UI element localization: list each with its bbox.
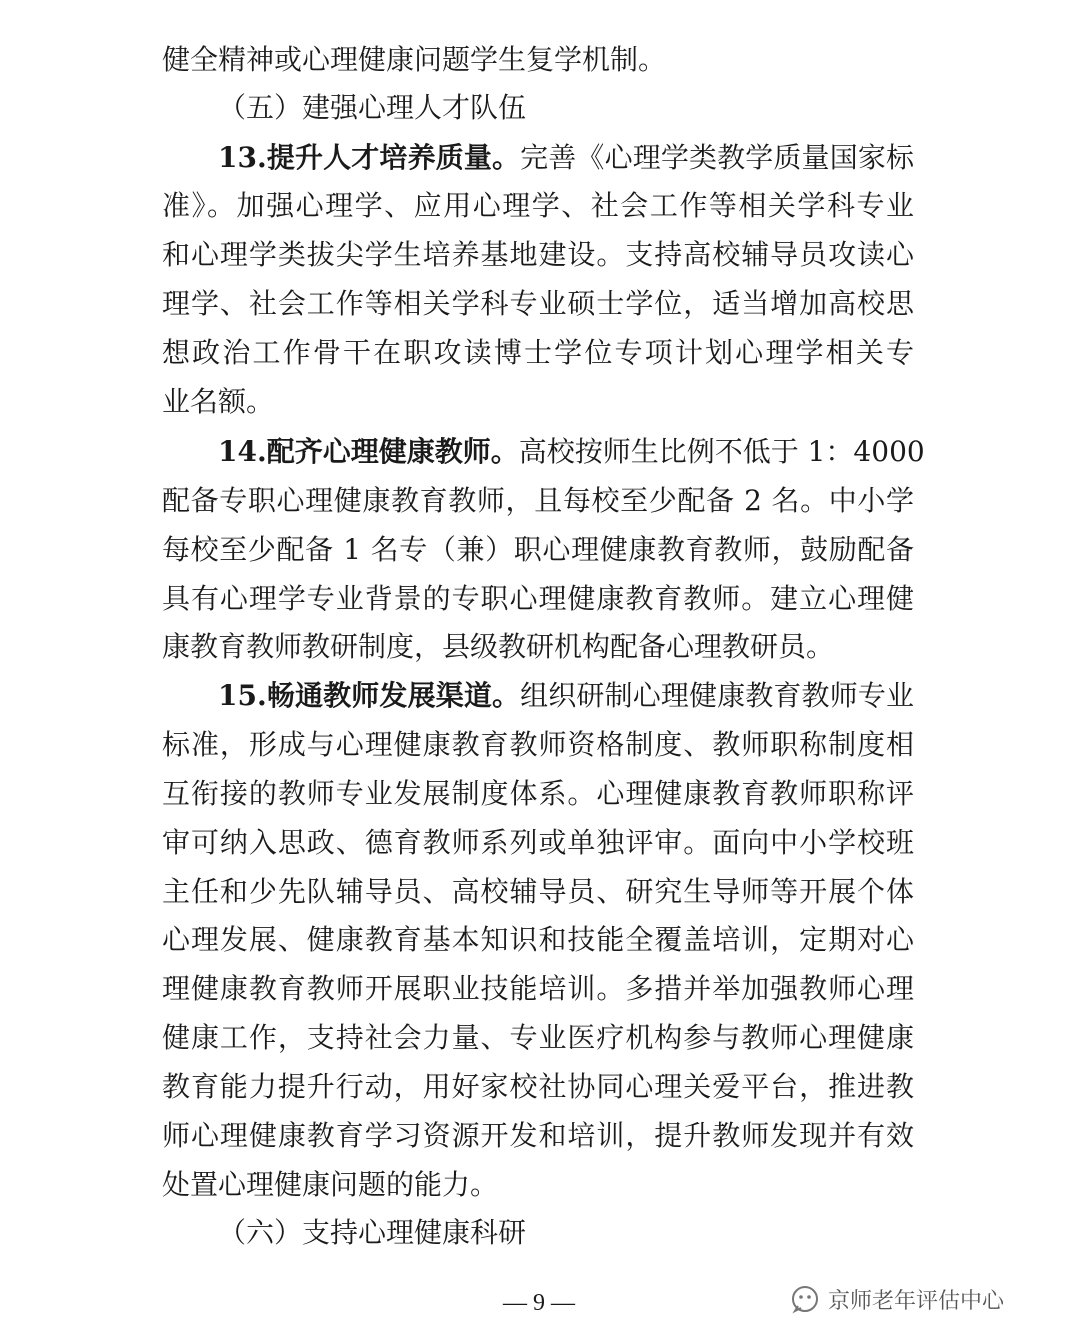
- wechat-official-account-icon: [790, 1284, 820, 1314]
- paragraph-line: [162, 579, 914, 619]
- watermark-text: 京师老年评估中心: [828, 1288, 1005, 1314]
- paragraph-line: [162, 920, 914, 960]
- paragraph-text: 互衔接的教师专业发展制度体系。心理健康教育教师职称评: [162, 777, 914, 810]
- paragraph-line: [162, 382, 914, 422]
- paragraph-text: 标准，形成与心理健康教育教师资格制度、教师职称制度相: [162, 728, 914, 761]
- watermark: [790, 1282, 1004, 1316]
- paragraph-text: 具有心理学专业背景的专职心理健康教育教师。建立心理健: [162, 582, 914, 615]
- paragraph-line: [162, 725, 914, 765]
- paragraph-text: 组织研制心理健康教育教师专业: [520, 679, 914, 712]
- paragraph-text: 主任和少先队辅导员、高校辅导员、研究生导师等开展个体: [162, 875, 914, 908]
- paragraph-line: [162, 1018, 914, 1058]
- paragraph-text: 理健康教育教师开展职业技能培训。多措并举加强教师心理: [162, 972, 914, 1005]
- paragraph-text: 处置心理健康问题的能力。: [162, 1168, 499, 1201]
- paragraph-text: 想政治工作骨干在职攻读博士学位专项计划心理学相关专: [162, 336, 914, 369]
- paragraph-line: [162, 40, 914, 80]
- paragraph-line: [162, 627, 914, 667]
- paragraph-text: 和心理学类拔尖学生培养基地建设。支持高校辅导员攻读心: [162, 238, 914, 271]
- paragraph-text: 业名额。: [162, 385, 275, 418]
- paragraph-text: 康教育教师教研制度，县级教研机构配备心理教研员。: [162, 630, 835, 663]
- section-heading-text: （六）支持心理健康科研: [218, 1216, 527, 1249]
- paragraph-line: [162, 823, 914, 863]
- paragraph-text: 心理发展、健康教育基本知识和技能全覆盖培训，定期对心: [162, 923, 914, 956]
- paragraph-line: [162, 333, 914, 373]
- paragraph-text: 配备专职心理健康教育教师，且每校至少配备 2 名。中小学: [162, 484, 914, 517]
- paragraph-text: 每校至少配备 1 名专（兼）职心理健康教育教师，鼓励配备: [162, 533, 914, 566]
- paragraph-text: 健康工作，支持社会力量、专业医疗机构参与教师心理健康: [162, 1021, 914, 1054]
- paragraph-line: [162, 186, 914, 226]
- paragraph-line: [162, 969, 914, 1009]
- paragraph-line: [162, 481, 914, 521]
- paragraph-13-lead: 13.提升人才培养质量。: [218, 141, 521, 174]
- section-heading-6: [162, 1213, 970, 1253]
- paragraph-line: [162, 1067, 914, 1107]
- section-heading-text: （五）建强心理人才队伍: [218, 91, 527, 124]
- section-heading-5: [162, 88, 970, 128]
- paragraph-line: [162, 1165, 914, 1205]
- paragraph-line: [162, 872, 914, 912]
- paragraph-15-line-1: [162, 676, 914, 716]
- paragraph-text: 完善《心理学类教学质量国家标: [520, 141, 914, 174]
- page-number-text: — 9 —: [503, 1290, 575, 1316]
- paragraph-13-line-1: [162, 138, 914, 178]
- paragraph-line: [162, 530, 914, 570]
- paragraph-14-line-1: [162, 432, 925, 472]
- paragraph-text: 高校按师生比例不低于 1：4000: [518, 435, 925, 468]
- paragraph-text: 理学、社会工作等相关学科专业硕士学位，适当增加高校思: [162, 287, 914, 320]
- paragraph-text: 审可纳入思政、德育教师系列或单独评审。面向中小学校班: [162, 826, 914, 859]
- paragraph-14-lead: 14.配齐心理健康教师。: [218, 435, 519, 468]
- paragraph-text: 健全精神或心理健康问题学生复学机制。: [162, 43, 667, 76]
- paragraph-line: [162, 235, 914, 275]
- paragraph-text: 教育能力提升行动，用好家校社协同心理关爱平台，推进教: [162, 1070, 914, 1103]
- paragraph-line: [162, 284, 914, 324]
- paragraph-15-lead: 15.畅通教师发展渠道。: [218, 679, 521, 712]
- paragraph-text: 师心理健康教育学习资源开发和培训，提升教师发现并有效: [162, 1119, 914, 1152]
- paragraph-line: [162, 1116, 914, 1156]
- paragraph-line: [162, 774, 914, 814]
- paragraph-text: 准》。加强心理学、应用心理学、社会工作等相关学科专业: [162, 189, 914, 222]
